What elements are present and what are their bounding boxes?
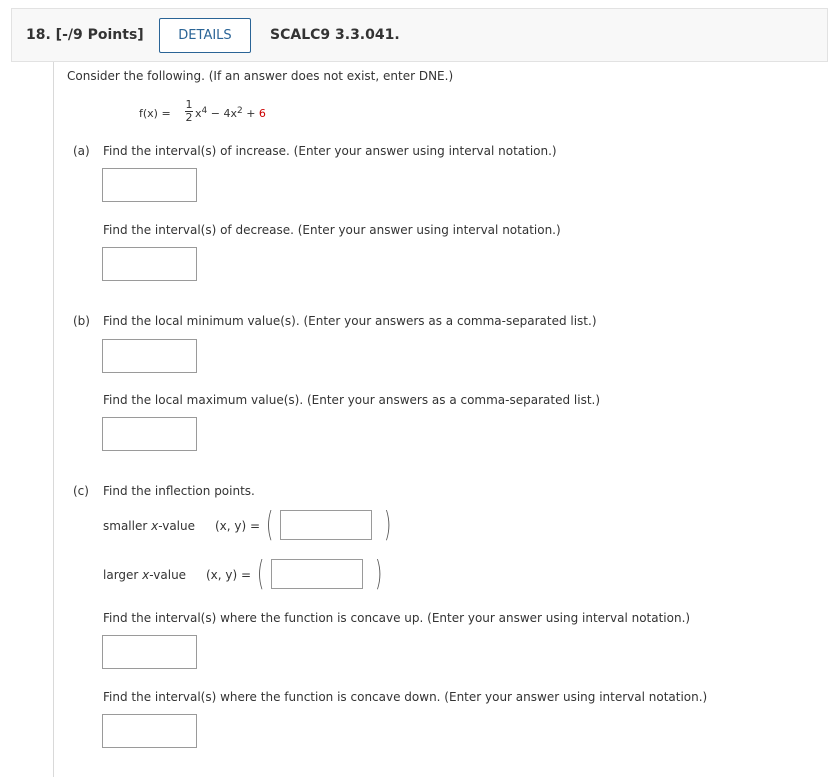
formula-rhs <box>195 107 266 120</box>
formula-plus: + <box>242 107 259 120</box>
larger-x-value-label: larger x-value <box>103 568 187 582</box>
formula-minus-term: − 4x <box>207 107 237 120</box>
larger-close-paren: ) <box>375 554 383 594</box>
local-max-input[interactable] <box>102 417 197 451</box>
concave-up-input[interactable] <box>102 635 197 669</box>
part-c-question-concave-down: Find the interval(s) where the function is concave down. (Enter your answer using interval notation.) <box>103 690 708 704</box>
part-c-question-inflection: Find the inflection points. <box>103 484 255 498</box>
formula-term1: x <box>195 107 202 120</box>
fraction-numerator: 1 <box>185 98 193 111</box>
part-c-label: (c) <box>73 484 89 498</box>
decrease-interval-input[interactable] <box>102 247 197 281</box>
part-c-question-concave-up: Find the interval(s) where the function is concave up. (Enter your answer using interval notation.) <box>103 611 691 625</box>
formula-lhs: f(x) = <box>139 107 171 120</box>
smaller-close-paren: ) <box>384 505 392 545</box>
formula-exp1: 4 <box>201 106 208 116</box>
question-header <box>11 8 828 62</box>
concave-down-input[interactable] <box>102 714 197 748</box>
smaller-x-value-label: smaller x-value <box>103 519 196 533</box>
part-a-question-increase: Find the interval(s) of increase. (Enter your answer using interval notation.) <box>103 144 557 158</box>
larger-open-paren: ( <box>257 554 265 594</box>
question-code: SCALC9 3.3.041. <box>270 27 400 43</box>
formula-constant: 6 <box>258 107 266 120</box>
part-b-question-local-min: Find the local minimum value(s). (Enter your answers as a comma-separated list.) <box>103 314 597 328</box>
fraction-denominator: 2 <box>185 111 193 124</box>
question-number: 18. [-/9 Points] <box>26 27 144 43</box>
larger-inflection-input[interactable] <box>271 559 363 589</box>
formula-exp2: 2 <box>236 106 243 116</box>
part-b-label: (b) <box>73 314 90 328</box>
smaller-open-paren: ( <box>266 505 274 545</box>
content-left-border <box>53 62 54 777</box>
intro-text: Consider the following. (If an answer does not exist, enter DNE.) <box>67 69 454 83</box>
larger-xy-label: (x, y) = <box>206 568 252 582</box>
formula-fraction <box>184 99 194 124</box>
part-a-label: (a) <box>73 144 90 158</box>
local-min-input[interactable] <box>102 339 197 373</box>
part-b-question-local-max: Find the local maximum value(s). (Enter your answers as a comma-separated list.) <box>103 393 601 407</box>
smaller-xy-label: (x, y) = <box>215 519 261 533</box>
part-a-question-decrease: Find the interval(s) of decrease. (Enter your answer using interval notation.) <box>103 223 561 237</box>
increase-interval-input[interactable] <box>102 168 197 202</box>
details-button[interactable]: DETAILS <box>159 18 251 53</box>
smaller-inflection-input[interactable] <box>280 510 372 540</box>
